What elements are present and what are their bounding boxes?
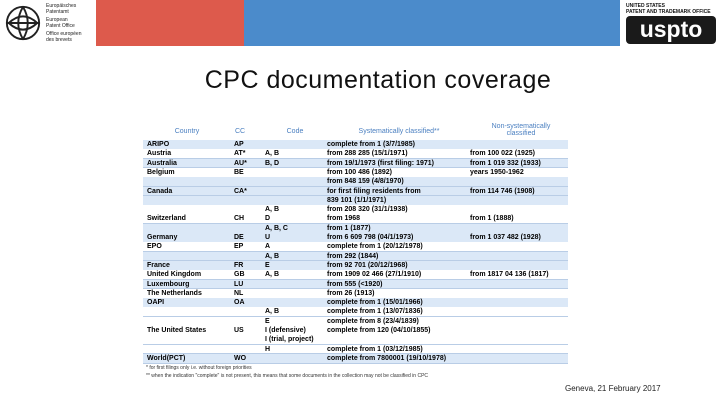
cell-non: from 1 (1888) xyxy=(470,215,514,223)
cell-sys: complete from 120 (04/10/1855) xyxy=(327,327,431,334)
table-row xyxy=(143,307,568,316)
row-separator xyxy=(143,363,568,364)
cell-sys: from 288 285 (15/1/1971) xyxy=(327,150,408,158)
cell-code: E xyxy=(265,317,270,325)
cell-sys: complete from 1 (15/01/1966) xyxy=(327,299,423,307)
column-header-non-systematic: Non-systematically classified xyxy=(491,123,551,137)
cell-sys: from 26 (1913) xyxy=(327,289,375,297)
cell-non: from 114 746 (1908) xyxy=(470,187,535,195)
cell-cc: WO xyxy=(234,354,247,362)
cell-country: Austria xyxy=(147,150,172,158)
cell-country: Luxembourg xyxy=(147,280,190,288)
epo-name-en-2: Patent Office xyxy=(46,23,75,29)
cell-cc: FR xyxy=(234,261,244,269)
footnote-complete: ** when the indication "complete" is not present, this means that some documents in the collection may not be classified in CPC xyxy=(146,373,429,379)
cell-non: from 1 019 332 (1933) xyxy=(470,159,541,167)
cell-code: D xyxy=(265,215,271,223)
table-row xyxy=(143,298,568,307)
epo-name-de-2: Patentamt xyxy=(46,9,69,15)
cell-non: from 1 037 482 (1928) xyxy=(470,234,541,241)
footnote-first-filings: * for first filings only i.e. without foreign priorities xyxy=(146,365,252,371)
table-row xyxy=(143,196,568,205)
cell-code: B, D xyxy=(265,159,279,167)
cell-code: A, B xyxy=(265,150,279,158)
cell-country: Germany xyxy=(147,234,178,241)
cell-code: E xyxy=(265,261,270,269)
table-row xyxy=(143,326,568,335)
column-header-country: Country xyxy=(174,128,200,135)
table-row xyxy=(143,270,568,279)
footer-date: Geneva, 21 February 2017 xyxy=(565,384,661,393)
table-row xyxy=(143,187,568,196)
uspto-agency-line-1: UNITED STATES xyxy=(626,3,665,9)
cell-cc: AP xyxy=(234,141,244,148)
cell-code: I (defensive) xyxy=(265,327,306,334)
table-row xyxy=(143,177,568,186)
cell-cc: BE xyxy=(234,168,244,176)
cell-sys: complete from 8 (23/4/1839) xyxy=(327,317,419,325)
epo-name-en-1: European xyxy=(46,17,68,23)
cell-cc: US xyxy=(234,327,244,334)
table-row xyxy=(143,289,568,298)
table-row xyxy=(143,345,568,354)
column-header-systematic: Systematically classified** xyxy=(358,128,440,135)
cell-cc: EP xyxy=(234,243,244,251)
cell-code: U xyxy=(265,234,271,241)
cell-country: EPO xyxy=(147,243,162,251)
cell-country: France xyxy=(147,261,170,269)
epo-name-block xyxy=(46,3,96,43)
table-row xyxy=(143,149,568,158)
cell-country: The United States xyxy=(147,327,207,334)
cell-country: OAPI xyxy=(147,299,165,307)
header-red-bar xyxy=(96,0,244,46)
cell-country: ARIPO xyxy=(147,141,170,148)
cell-code: A, B xyxy=(265,252,279,260)
cell-sys: from 208 320 (31/1/1938) xyxy=(327,206,408,214)
uspto-agency-line-2: PATENT AND TRADEMARK OFFICE xyxy=(626,9,711,15)
table-row xyxy=(143,140,568,149)
table-row xyxy=(143,168,568,177)
table-row xyxy=(143,224,568,233)
cell-code: A, B xyxy=(265,308,279,316)
cell-sys: from 6 609 798 (04/1/1973) xyxy=(327,234,414,241)
epo-header-area xyxy=(0,0,96,46)
uspto-logo: uspto xyxy=(626,16,716,44)
cell-cc: DE xyxy=(234,234,244,241)
cell-code: I (trial, project) xyxy=(265,336,314,344)
header-blue-bar xyxy=(244,0,620,46)
table-row xyxy=(143,335,568,344)
cell-sys: from 848 159 (4/8/1970) xyxy=(327,178,404,186)
table-row xyxy=(143,261,568,270)
cell-country: World(PCT) xyxy=(147,354,186,362)
epo-name-fr-1: Office européen xyxy=(46,31,82,37)
cell-sys: complete from 7800001 (19/10/1978) xyxy=(327,354,447,362)
cell-sys: for first filing residents from xyxy=(327,187,421,195)
cell-non: from 1817 04 136 (1817) xyxy=(470,271,549,279)
cell-code: A, B xyxy=(265,206,279,214)
cell-sys: complete from 1 (3/7/1985) xyxy=(327,141,415,148)
epo-globe-logo-icon xyxy=(4,4,42,42)
table-row xyxy=(143,159,568,168)
cell-sys: from 92 701 (20/12/1968) xyxy=(327,261,408,269)
cell-sys: complete from 1 (03/12/1985) xyxy=(327,345,423,353)
cell-cc: CA* xyxy=(234,187,247,195)
table-row xyxy=(143,354,568,363)
table-row xyxy=(143,205,568,214)
cell-sys: from 292 (1844) xyxy=(327,252,379,260)
cell-sys: from 1 (1877) xyxy=(327,224,371,232)
cell-sys: from 1909 02 466 (27/1/1910) xyxy=(327,271,422,279)
cell-cc: AU* xyxy=(234,159,247,167)
coverage-table xyxy=(143,121,568,362)
cell-country: Australia xyxy=(147,159,177,167)
table-row xyxy=(143,242,568,251)
column-header-code: Code xyxy=(286,128,304,135)
cell-non: from 100 022 (1925) xyxy=(470,150,535,158)
cell-country: United Kingdom xyxy=(147,271,202,279)
cell-cc: NL xyxy=(234,289,244,297)
cell-sys: complete from 1 (13/07/1836) xyxy=(327,308,423,316)
cell-sys: from 1968 xyxy=(327,215,361,223)
cell-code: A, B xyxy=(265,271,279,279)
table-row xyxy=(143,317,568,326)
cell-cc: AT* xyxy=(234,150,246,158)
cell-sys: 839 101 (1/1/1971) xyxy=(327,196,387,204)
column-header-cc: CC xyxy=(234,128,246,135)
table-row xyxy=(143,233,568,242)
cell-country: Belgium xyxy=(147,168,175,176)
cell-code: A, B, C xyxy=(265,224,288,232)
cell-country: Canada xyxy=(147,187,173,195)
cell-non: years 1950-1962 xyxy=(470,168,524,176)
cell-code: H xyxy=(265,345,271,353)
slide-title: CPC documentation coverage xyxy=(204,66,552,94)
cell-cc: OA xyxy=(234,299,245,307)
cell-cc: LU xyxy=(234,280,244,288)
cell-cc: GB xyxy=(234,271,245,279)
uspto-agency-name xyxy=(626,3,711,15)
cell-country: Switzerland xyxy=(147,215,186,223)
cell-country: The Netherlands xyxy=(147,289,202,297)
cell-cc: CH xyxy=(234,215,245,223)
cell-code: A xyxy=(265,243,271,251)
epo-name-de-1: Europäisches xyxy=(46,3,77,9)
epo-name-fr-2: des brevets xyxy=(46,37,72,43)
cell-sys: complete from 1 (20/12/1978) xyxy=(327,243,423,251)
table-row xyxy=(143,280,568,289)
cell-sys: from 19/1/1973 (first filing: 1971) xyxy=(327,159,434,167)
table-row xyxy=(143,214,568,223)
cell-sys: from 555 (<1920) xyxy=(327,280,383,288)
table-row xyxy=(143,252,568,261)
cell-sys: from 100 486 (1892) xyxy=(327,168,392,176)
